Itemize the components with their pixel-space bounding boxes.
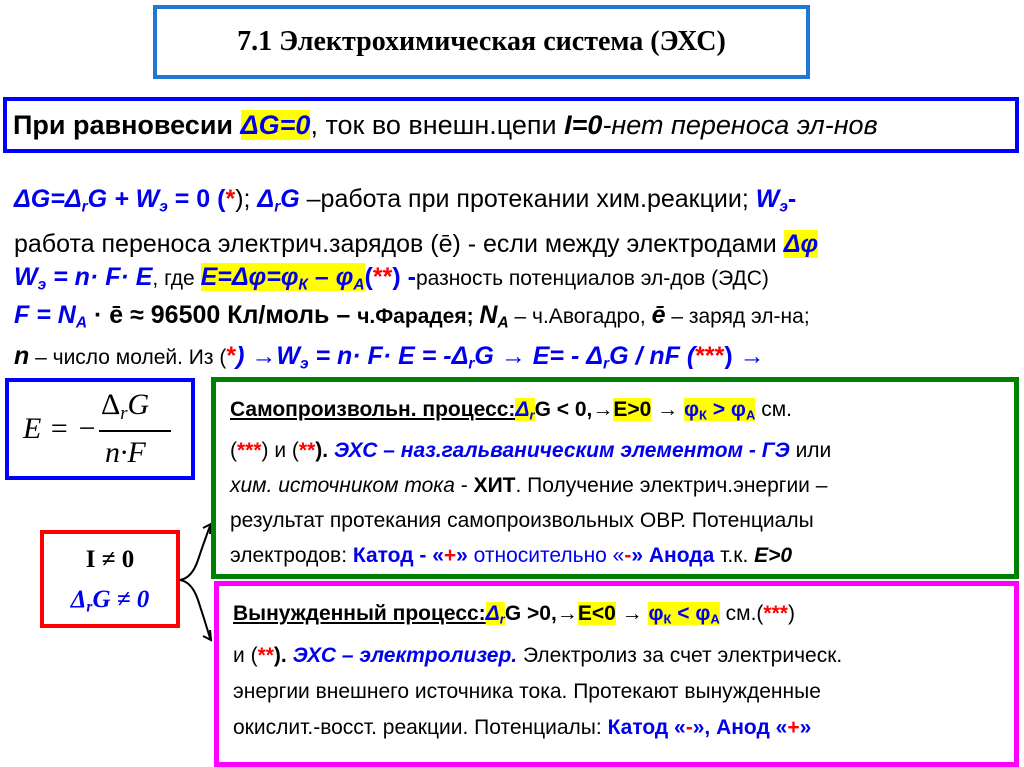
delta: Δ <box>257 185 275 213</box>
minus: - <box>685 715 693 739</box>
forced-line-1 <box>233 596 1004 638</box>
spont-line-4: результат протекания самопроизвольных ОВР. Потенциалы <box>230 508 814 532</box>
cathode: Катод « <box>607 715 686 739</box>
spont-heading: Самопроизвольн. процесс: <box>230 398 516 421</box>
sub-r: r <box>499 611 505 627</box>
sub-k: К <box>298 276 308 294</box>
relative-text: относительно « <box>467 543 625 567</box>
equilibrium-tail: -нет переноса эл-нов <box>602 110 878 140</box>
sub-r: r <box>529 407 535 423</box>
page-title: 7.1 Электрохимическая система (ЭХС) <box>237 26 726 57</box>
paren-close: ) <box>787 602 795 625</box>
sub-k: К <box>663 611 672 627</box>
g-plus-w: G + W <box>87 185 160 213</box>
spont-line-3 <box>230 468 1004 503</box>
sub-r: r <box>120 403 128 425</box>
forced-dg-rest: G >0,→ <box>504 602 578 625</box>
delta: Δ <box>485 602 500 625</box>
cathode: Катод - « <box>352 543 444 567</box>
stars-ref: *** <box>695 342 725 370</box>
stars-ref: *** <box>237 438 262 462</box>
spont-phi <box>684 398 755 421</box>
sub-r: r <box>274 198 281 216</box>
plus: + <box>787 715 800 739</box>
stars-ref: ** <box>372 263 393 291</box>
galvanic-element: ЭХС – наз.гальваническим элементом - ГЭ <box>333 438 790 462</box>
forced-line-2 <box>233 638 1004 674</box>
dg-eq: ΔG=Δ <box>14 185 82 213</box>
lt-phi: < φ <box>671 602 711 625</box>
sub-e: э <box>37 276 47 294</box>
paren-close: ). <box>315 438 334 462</box>
and-paren: и ( <box>233 643 258 667</box>
emf-text: разность потенциалов эл-дов (ЭДС) <box>415 267 769 290</box>
w: W <box>14 263 38 291</box>
emf-highlight <box>200 263 365 294</box>
g: G <box>280 185 300 213</box>
see-ref: см.( <box>719 602 764 625</box>
spont-line-5 <box>230 538 1004 573</box>
equation-line-2 <box>14 226 818 262</box>
paren: ( <box>230 438 237 462</box>
phi: φ <box>684 398 700 421</box>
spont-line-1 <box>230 392 1004 433</box>
anode: » Анода <box>631 543 715 567</box>
minus-phi: – φ <box>307 263 354 291</box>
sub-a: А <box>710 611 720 627</box>
formula-denominator: n·F <box>105 436 146 469</box>
delta: Δ <box>70 586 87 613</box>
equilibrium-mid: , ток во внешн.цепи <box>310 110 565 140</box>
dash: - <box>787 185 797 213</box>
stars-ref: ** <box>257 643 274 667</box>
delta: Δ <box>515 398 530 421</box>
see-ref: см. <box>755 398 792 421</box>
dash: – <box>329 301 358 329</box>
where: , где <box>152 267 201 290</box>
dg-nonzero <box>44 580 176 627</box>
sub-e: э <box>299 355 309 373</box>
faraday-text: ч.Фарадея; <box>357 305 480 328</box>
condition-box <box>40 530 180 628</box>
gt-phi: > φ <box>707 398 746 421</box>
spontaneous-process-box <box>211 377 1019 579</box>
arrow-w: ) →W <box>236 342 300 370</box>
electron: ē <box>651 301 666 329</box>
charge-transfer-text: работа переноса электрич.зарядов (ē) - если между электродами <box>14 230 784 258</box>
equation-line-5 <box>14 338 765 382</box>
energy-text: . Получение электрич.энергии – <box>515 473 828 497</box>
forced-heading: Вынужденный процесс: <box>233 602 486 625</box>
sub-k: К <box>699 407 707 423</box>
reaction-work-text: –работа при протекании хим.реакции; <box>299 185 756 213</box>
forced-dg <box>486 602 505 625</box>
equilibrium-lead: При равновесии <box>13 110 241 140</box>
forced-line-3: энергии внешнего источника тока. Протекают вынужденные <box>233 679 821 703</box>
or-text: или <box>789 438 832 462</box>
formula-box <box>5 378 195 480</box>
phi: φ <box>648 602 664 625</box>
forced-e: E<0 <box>577 602 616 625</box>
e-positive: E>0 <box>754 543 793 567</box>
equation-line-1 <box>14 181 796 225</box>
and-paren: ) и ( <box>261 438 299 462</box>
forced-phi <box>648 602 719 625</box>
charge-text: – заряд эл-на; <box>665 305 810 328</box>
equilibrium-i0: I=0 <box>564 110 603 140</box>
delta: Δ <box>101 388 121 421</box>
sub-a: A <box>75 314 88 332</box>
paren-close: ). <box>273 643 293 667</box>
sub-r: r <box>603 355 610 373</box>
electrolyzer: ЭХС – электролизер. <box>292 643 518 667</box>
sub-a: А <box>353 276 365 294</box>
sub-e: э <box>779 198 788 216</box>
faraday-value: · ē ≈ 96500 Кл/моль <box>87 301 330 329</box>
e-eq: G → E= - Δ <box>474 342 604 370</box>
electrolysis-text: Электролиз за счет электрическ. <box>517 643 843 667</box>
current-nonzero: I ≠ 0 <box>85 546 135 573</box>
stars-ref: ** <box>298 438 316 462</box>
sub-e: э <box>159 198 168 216</box>
eq-zero: = 0 ( <box>167 185 226 213</box>
semicolon: ); <box>235 185 258 213</box>
arrow: → <box>651 398 685 421</box>
w: W <box>755 185 780 213</box>
spont-dg <box>515 398 534 421</box>
anode: », Анод « <box>692 715 788 739</box>
equilibrium-dg: ΔG=0 <box>240 110 311 140</box>
sub-r: r <box>81 198 88 216</box>
sub-a: А <box>745 407 756 423</box>
star-ref: * <box>226 342 237 370</box>
moles-text: – число молей. Из ( <box>29 346 227 369</box>
sub-r: r <box>468 355 475 373</box>
spont-e: E>0 <box>613 398 652 421</box>
close-arrow: ) → <box>724 342 765 370</box>
formula-numerator <box>101 388 149 425</box>
equilibrium-box <box>3 97 1019 153</box>
hit-label: ХИТ <box>473 473 516 497</box>
forced-line-4 <box>233 710 1004 746</box>
potentials-text: окислит.-восст. реакции. Потенциалы: <box>233 715 608 739</box>
quote: » <box>799 715 812 739</box>
electrodes-text: электродов: <box>230 543 353 567</box>
sub-r: r <box>86 598 93 616</box>
chem-source: хим. источником тока <box>230 473 455 497</box>
w-chain: = n· F· E = -Δ <box>308 342 469 370</box>
stars-ref: *** <box>763 602 788 625</box>
forced-process-box <box>214 581 1019 767</box>
formula-lhs: E = − <box>23 412 97 445</box>
faraday-f: F = N <box>14 301 76 329</box>
spont-line-2 <box>230 433 1004 468</box>
paren: ( <box>364 263 373 291</box>
paren: ) - <box>392 263 416 291</box>
quote: » <box>456 543 468 567</box>
plus: + <box>443 543 457 567</box>
avogadro-text: – ч.Авогадро, <box>508 305 652 328</box>
spont-dg-rest: G < 0,→ <box>534 398 614 421</box>
g-nonzero: G ≠ 0 <box>92 586 150 613</box>
minus: - <box>624 543 632 567</box>
fraction-bar <box>99 430 171 432</box>
emf: E=Δφ=φ <box>200 263 299 291</box>
g: G <box>127 388 150 421</box>
title-box <box>153 5 810 79</box>
arrow: → <box>615 602 649 625</box>
star-ref: * <box>225 185 236 213</box>
equation-line-4 <box>14 297 810 341</box>
dash: - <box>454 473 474 497</box>
dphi: Δφ <box>783 230 819 258</box>
sub-a: A <box>497 314 509 332</box>
g-over-nf: G / nF ( <box>609 342 696 370</box>
avogadro-n: N <box>479 301 498 329</box>
w-eq-nfe: = n· F· E <box>46 263 153 291</box>
because: т.к. <box>714 543 755 567</box>
n: n <box>14 342 30 370</box>
faraday-label <box>357 305 479 328</box>
